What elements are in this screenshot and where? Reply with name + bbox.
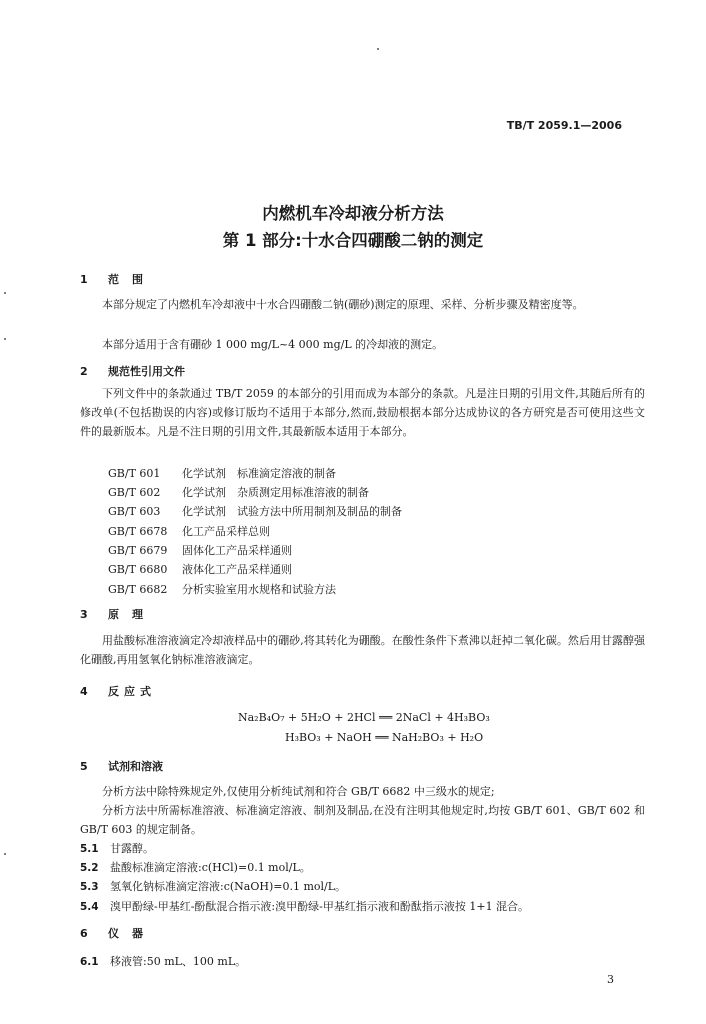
reference-item: GB/T 6679 固体化工产品采样通则 (108, 544, 292, 557)
paragraph: 分析方法中除特殊规定外,仅使用分析纯试剂和符合 GB/T 6682 中三级水的规定; (102, 785, 495, 798)
reference-item: GB/T 6680 液体化工产品采样通则 (108, 563, 292, 576)
list-item: 5.4 溴甲酚绿-甲基红-酚酞混合指示液:溴甲酚绿-甲基红指示液和酚酞指示液按 1+1 混合。 (80, 900, 530, 913)
scan-speck (4, 853, 6, 855)
doc-subtitle: 第 1 部分:十水合四硼酸二钠的测定 (222, 231, 484, 250)
reference-item: GB/T 603 化学试剂 试验方法中所用制剂及制品的制备 (108, 505, 402, 518)
reference-item: GB/T 602 化学试剂 杂质测定用标准溶液的制备 (108, 486, 369, 499)
section-2-heading: 2 规范性引用文件 (80, 365, 185, 378)
paragraph: 本部分适用于含有硼砂 1 000 mg/L~4 000 mg/L 的冷却液的测定。 (102, 338, 444, 351)
section-4-heading: 4 反应式 (80, 685, 156, 698)
list-item: 5.2 盐酸标准滴定溶液:c(HCl)=0.1 mol/L。 (80, 861, 311, 874)
paragraph: 本部分规定了内燃机车冷却液中十水合四硼酸二钠(硼砂)测定的原理、采样、分析步骤及精密度等。 (102, 298, 584, 311)
section-1-heading: 1 范围 (80, 273, 156, 286)
reference-item: GB/T 601 化学试剂 标准滴定溶液的制备 (108, 467, 336, 480)
list-item: 5.1 甘露醇。 (80, 842, 154, 855)
section-3-heading: 3 原理 (80, 608, 156, 621)
reference-item: GB/T 6678 化工产品采样总则 (108, 525, 270, 538)
scan-speck (377, 48, 379, 50)
paragraph: 分析方法中所需标准溶液、标准滴定溶液、制剂及制品,在没有注明其他规定时,均按 GB/T 601、GB/T 602 和 GB/T 603 的规定制备。 (80, 804, 645, 837)
doc-title: 内燃机车冷却液分析方法 (262, 204, 444, 223)
scan-speck (4, 338, 6, 340)
reference-item: GB/T 6682 分析实验室用水规格和试验方法 (108, 583, 336, 596)
page-number: 3 (607, 973, 614, 986)
paragraph: 下列文件中的条款通过 TB/T 2059 的本部分的引用而成为本部分的条款。凡是注日期的引用文件,其随后所有的修改单(不包括勘误的内容)或修订版均不适用于本部分,然而,鼓励根据本部分达成协议的各方研究是否可使用这些文件的最新版本。凡是不注日期的引用文件,其最新版本适用于本部分。 (80, 387, 645, 439)
section-6-heading: 6 仪器 (80, 927, 156, 940)
paragraph: 用盐酸标准溶液滴定冷却液样品中的硼砂,将其转化为硼酸。在酸性条件下煮沸以赶掉二氧化碳。然后用甘露醇强化硼酸,再用氢氧化钠标准溶液滴定。 (80, 634, 645, 667)
standard-code: TB/T 2059.1—2006 (506, 119, 622, 132)
section-5-heading: 5 试剂和溶液 (80, 760, 163, 773)
chemical-equation: Na₂B₄O₇ + 5H₂O + 2HCl ══ 2NaCl + 4H₃BO₃ (238, 711, 490, 724)
list-item: 6.1 移液管:50 mL、100 mL。 (80, 955, 247, 968)
chemical-equation: H₃BO₃ + NaOH ══ NaH₂BO₃ + H₂O (285, 731, 484, 744)
scan-speck (4, 292, 6, 294)
list-item: 5.3 氢氧化钠标准滴定溶液:c(NaOH)=0.1 mol/L。 (80, 880, 347, 893)
